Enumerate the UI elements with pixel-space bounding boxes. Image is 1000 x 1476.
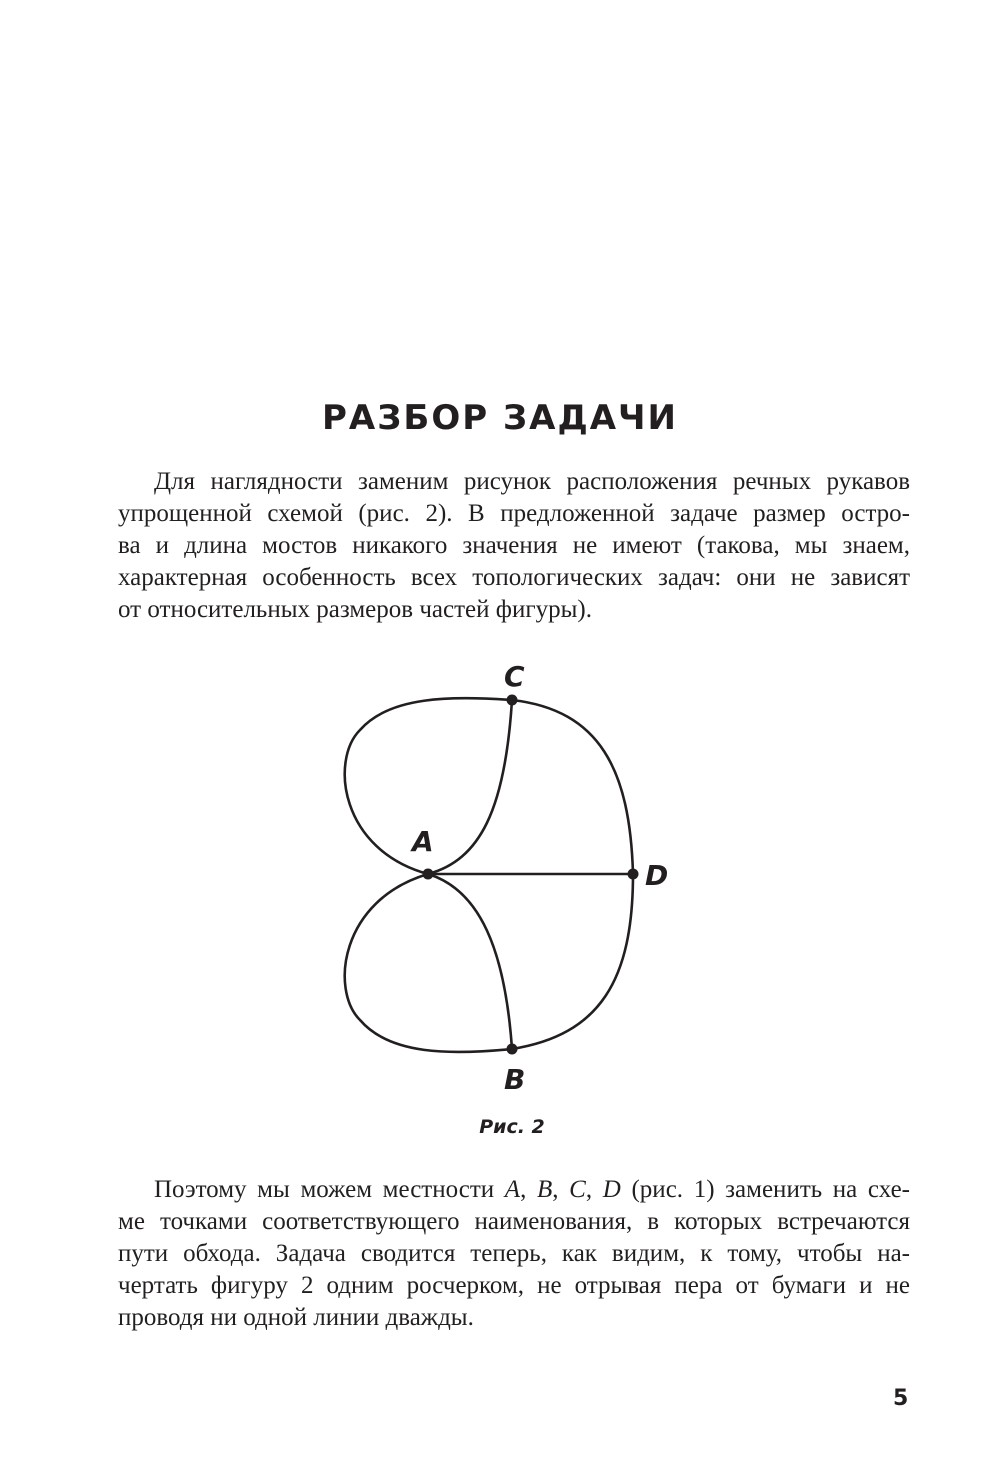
graph-diagram <box>300 650 720 1110</box>
text-span: , <box>585 1176 603 1203</box>
point-b-ref: B <box>536 1176 553 1203</box>
edge-a-b-inner <box>428 874 512 1049</box>
point-d-ref: D <box>602 1176 621 1203</box>
text-span: Поэтому мы можем местности <box>154 1176 505 1203</box>
node-c-label: C <box>504 660 525 693</box>
page-number: 5 <box>893 1386 909 1411</box>
text-line: чертать фигуру 2 одним росчерком, не отрывая пера от бумаги и не <box>118 1272 910 1299</box>
paragraph-explanation <box>118 1174 910 1334</box>
edge-a-c-inner <box>428 700 512 874</box>
paragraph-intro <box>118 466 910 626</box>
node-c-dot <box>507 695 518 706</box>
text-line: упрощенной схемой (рис. 2). В предложенной задаче размер остро- <box>118 500 910 527</box>
node-d-dot <box>628 869 639 880</box>
text-line: характерная особенность всех топологических задач: они не зависят <box>118 564 910 591</box>
text-span: , <box>552 1176 570 1203</box>
point-a-ref: A <box>504 1176 521 1203</box>
edge-c-d <box>512 700 633 874</box>
point-c-ref: C <box>569 1176 586 1203</box>
node-d-label: D <box>645 859 669 892</box>
edge-b-d <box>512 874 633 1049</box>
text-line: пути обхода. Задача сводится теперь, как видим, к тому, чтобы на- <box>118 1240 910 1267</box>
text-span: (рис. 1) заменить на схе- <box>620 1176 910 1203</box>
text-line <box>118 1174 910 1206</box>
text-line: ме точками соответствующего наименования, в которых встречаются <box>118 1208 910 1235</box>
figure-caption: Рис. 2 <box>479 1116 545 1138</box>
section-heading: РАЗБОР ЗАДАЧИ <box>322 398 678 438</box>
text-span: , <box>520 1176 537 1203</box>
text-line: от относительных размеров частей фигуры). <box>118 596 592 623</box>
text-line: Для наглядности заменим рисунок расположения речных рукавов <box>154 468 910 495</box>
node-b-dot <box>507 1044 518 1055</box>
node-a-label: A <box>412 825 434 858</box>
node-a-dot <box>423 869 434 880</box>
text-line: ва и длина мостов никакого значения не имеют (такова, мы знаем, <box>118 532 910 559</box>
text-line: проводя ни одной линии дважды. <box>118 1304 474 1331</box>
edge-a-b-outer <box>345 874 512 1052</box>
node-b-label: B <box>504 1063 526 1096</box>
